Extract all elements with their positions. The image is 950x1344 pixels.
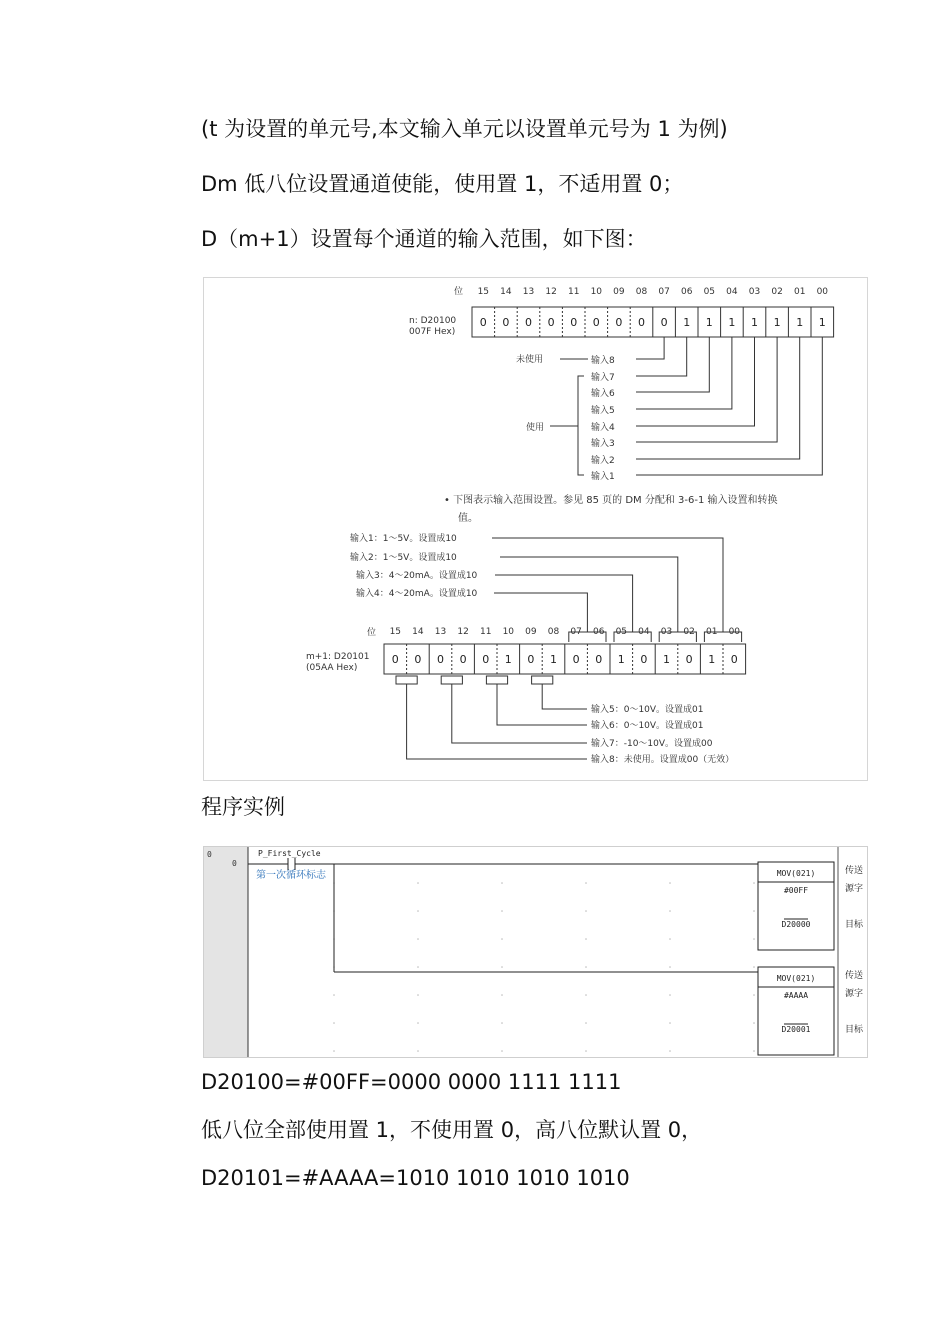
reg1-bit-value: 0 xyxy=(570,316,578,329)
bit-number-09: 09 xyxy=(613,287,625,297)
input-label: 输入8 xyxy=(591,356,615,366)
reg1-bit-value: 1 xyxy=(751,316,758,329)
bit-header-label: 位 xyxy=(454,287,464,297)
reg1-bit-value: 0 xyxy=(525,316,532,329)
reg2-bit-value: 1 xyxy=(550,653,557,666)
operand-label-dst: 目标 xyxy=(845,1025,864,1035)
bit-number-07: 07 xyxy=(570,627,582,637)
instruction-name: MOV(021) xyxy=(776,869,816,878)
reg2-bit-value: 1 xyxy=(504,653,512,666)
bit-number-01: 01 xyxy=(793,287,806,297)
paragraph-5: D20100=#00FF=0000 0000 1111 1111 xyxy=(201,1070,622,1094)
range-bottom-label: 输入6：0～10V。设置成01 xyxy=(591,721,704,731)
reg1-bit-value: 0 xyxy=(615,316,623,329)
bit-number-14: 14 xyxy=(412,627,424,637)
reg1-bit-value: 0 xyxy=(547,316,555,329)
reg1-bit-value: 1 xyxy=(796,316,804,329)
bit-number-02: 02 xyxy=(683,627,695,637)
ladder-diagram xyxy=(204,847,867,1057)
bit-setting-figure xyxy=(203,277,868,781)
reg2-bit-value: 1 xyxy=(708,653,716,666)
reg2-bit-value: 0 xyxy=(437,653,444,666)
bit-number-03: 03 xyxy=(748,287,761,297)
range-top-label: 输入3：4～20mA。设置成10 xyxy=(356,571,478,581)
reg2-bit-value: 0 xyxy=(685,653,693,666)
reg1-bit-value: 1 xyxy=(728,316,736,329)
operand-label-instr: 传送 xyxy=(845,971,864,981)
bit-setting-diagram xyxy=(204,278,867,780)
unused-label: 未使用 xyxy=(516,355,544,365)
range-top-label: 输入1：1～5V。设置成10 xyxy=(350,534,457,544)
reg1-bit-value: 1 xyxy=(705,316,713,329)
rung-gutter xyxy=(204,847,248,1057)
bit-number-13: 13 xyxy=(522,287,535,297)
reg1-bit-value: 1 xyxy=(773,316,781,329)
range-bottom-label: 输入8：未使用。设置成00（无效） xyxy=(591,755,735,765)
reg1-bit-value: 0 xyxy=(638,316,645,329)
contact-name: P_First_Cycle xyxy=(258,849,321,858)
bit-number-12: 12 xyxy=(545,287,557,297)
bit-number-02: 02 xyxy=(771,287,783,297)
bit-header-label-2: 位 xyxy=(367,628,377,638)
contact-comment: 第一次循环标志 xyxy=(256,870,326,881)
bit-number-06: 06 xyxy=(680,287,693,297)
reg1-hex: 007F Hex) xyxy=(409,327,456,337)
reg2-name: m+1: D20101 xyxy=(306,652,370,662)
bit-number-09: 09 xyxy=(525,627,537,637)
reg2-bit-value: 0 xyxy=(572,653,580,666)
source-operand: #00FF xyxy=(783,886,809,895)
bit-number-00: 00 xyxy=(728,627,741,637)
source-operand: #AAAA xyxy=(783,991,809,1000)
reg2-bit-value: 0 xyxy=(640,653,648,666)
bit-number-13: 13 xyxy=(434,627,447,637)
reg2-bit-value: 0 xyxy=(730,653,738,666)
range-bottom-label: 输入5：0～10V。设置成01 xyxy=(591,705,704,715)
rung-index: 0 xyxy=(207,850,212,859)
destination-operand: D20001 xyxy=(781,1025,811,1034)
reg1-name: n: D20100 xyxy=(409,316,457,326)
range-top-label: 输入2：1～5V。设置成10 xyxy=(350,553,457,563)
reg2-bit-row xyxy=(384,644,746,674)
operand-label-instr: 传送 xyxy=(845,866,864,876)
reg1-bit-value: 1 xyxy=(818,316,826,329)
bit-number-10: 10 xyxy=(590,287,603,297)
input-label: 输入7 xyxy=(591,373,615,383)
bit-number-08: 08 xyxy=(547,627,560,637)
used-label: 使用 xyxy=(526,423,545,433)
bit-number-11: 11 xyxy=(479,627,492,637)
reg2-bit-value: 0 xyxy=(482,653,490,666)
reg2-bit-value: 1 xyxy=(663,653,670,666)
step-number: 0 xyxy=(232,859,237,868)
note-line-2: 值。 xyxy=(458,513,478,524)
input-label: 输入1 xyxy=(591,472,615,482)
bit-number-04: 04 xyxy=(638,627,650,637)
destination-operand: D20000 xyxy=(781,920,811,929)
ladder-program-figure xyxy=(203,846,868,1058)
reg2-bit-value: 0 xyxy=(527,653,535,666)
reg2-bit-value: 0 xyxy=(595,653,603,666)
reg2-bit-value: 1 xyxy=(617,653,625,666)
paragraph-2: Dm 低八位设置通道使能，使用置 1，不适用置 0； xyxy=(201,172,684,196)
input-label: 输入3 xyxy=(591,439,615,449)
paragraph-3: D（m+1）设置每个通道的输入范围，如下图： xyxy=(201,227,647,251)
bit-number-12: 12 xyxy=(457,627,469,637)
reg1-bit-value: 1 xyxy=(683,316,691,329)
reg2-bit-value: 0 xyxy=(414,653,422,666)
reg1-bit-row xyxy=(472,307,834,337)
paragraph-6: 低八位全部使用置 1，不使用置 0，高八位默认置 0， xyxy=(201,1118,703,1142)
reg1-bit-value: 0 xyxy=(592,316,600,329)
bit-number-03: 03 xyxy=(660,627,673,637)
bit-number-15: 15 xyxy=(477,287,490,297)
reg2-hex: (05AA Hex) xyxy=(306,663,358,673)
paragraph-4: 程序实例 xyxy=(201,795,285,819)
range-top-label: 输入4：4～20mA。设置成10 xyxy=(356,589,478,599)
paragraph-7: D20101=#AAAA=1010 1010 1010 1010 xyxy=(201,1166,630,1190)
bit-number-10: 10 xyxy=(502,627,515,637)
reg1-bit-value: 0 xyxy=(660,316,668,329)
bit-number-08: 08 xyxy=(635,287,648,297)
note-line-1: • 下图表示输入范围设置。参见 85 页的 DM 分配和 3-6-1 输入设置和转换 xyxy=(444,495,778,506)
range-bottom-label: 输入7：-10～10V。设置成00 xyxy=(591,739,713,749)
reg1-bit-value: 0 xyxy=(479,316,487,329)
bit-number-04: 04 xyxy=(726,287,738,297)
reg2-bit-value: 0 xyxy=(391,653,399,666)
input-label: 输入2 xyxy=(591,456,615,466)
operand-label-src: 源字 xyxy=(845,884,864,894)
bit-number-00: 00 xyxy=(816,287,829,297)
reg2-bit-value: 0 xyxy=(459,653,467,666)
bit-number-11: 11 xyxy=(567,287,580,297)
input-label: 输入4 xyxy=(591,423,615,433)
bit-number-07: 07 xyxy=(658,287,670,297)
input-label: 输入5 xyxy=(591,406,615,416)
paragraph-1: (t 为设置的单元号,本文输入单元以设置单元号为 1 为例) xyxy=(201,117,728,141)
bit-number-01: 01 xyxy=(705,627,718,637)
bit-number-05: 05 xyxy=(703,287,716,297)
operand-label-src: 源字 xyxy=(845,989,864,999)
instruction-name: MOV(021) xyxy=(776,974,816,983)
operand-label-dst: 目标 xyxy=(845,920,864,930)
bit-number-05: 05 xyxy=(615,627,628,637)
reg1-bit-value: 0 xyxy=(502,316,510,329)
bit-number-06: 06 xyxy=(592,627,605,637)
input-label: 输入6 xyxy=(591,389,615,399)
bit-number-15: 15 xyxy=(389,627,402,637)
bit-number-14: 14 xyxy=(500,287,512,297)
